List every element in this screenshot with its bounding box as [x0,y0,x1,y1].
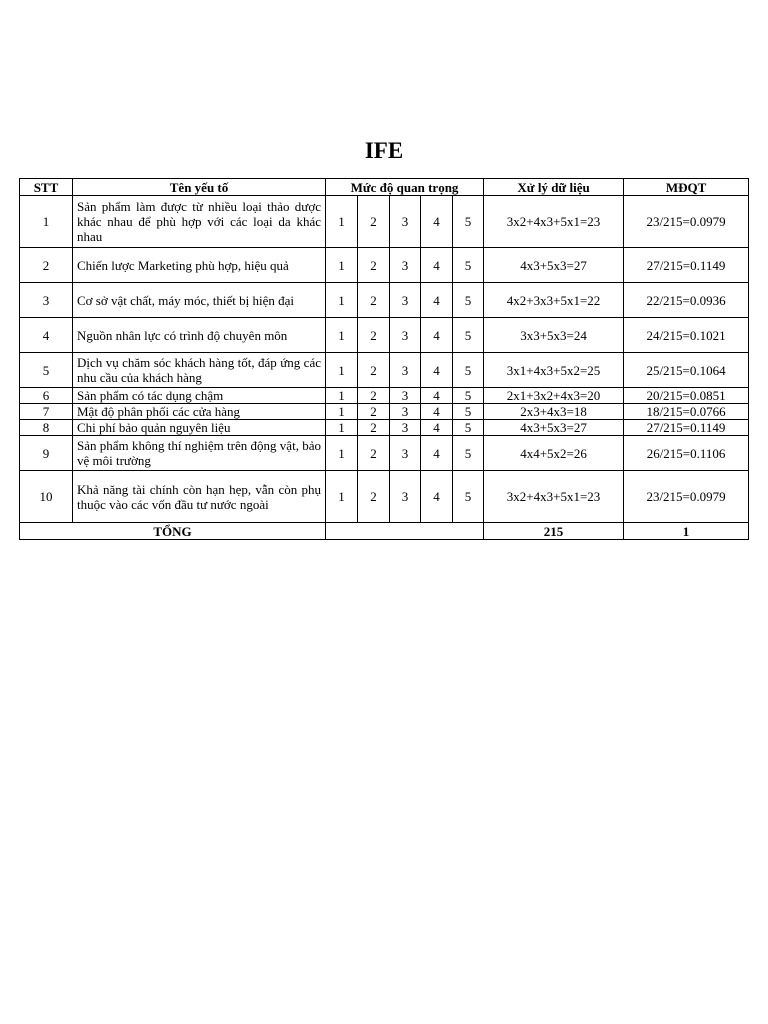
row-factor: Chi phí bảo quản nguyên liệu [73,420,326,436]
total-row [20,523,749,540]
row-score-1: 1 [326,436,358,471]
row-stt: 10 [20,471,73,523]
row-factor: Chiến lược Marketing phù hợp, hiệu quả [73,248,326,283]
row-processing: 4x2+3x3+5x1=22 [484,283,624,318]
row-processing: 3x3+5x3=24 [484,318,624,353]
row-score-3: 3 [390,196,421,248]
header-mdqt: MĐQT [624,179,749,196]
table-row [20,283,749,318]
row-stt: 2 [20,248,73,283]
row-score-3: 3 [390,318,421,353]
row-score-3: 3 [390,404,421,420]
ife-table [19,178,749,540]
row-score-4: 4 [421,353,453,388]
row-score-1: 1 [326,420,358,436]
row-score-5: 5 [453,471,484,523]
row-score-5: 5 [453,248,484,283]
table-row [20,388,749,404]
row-processing: 3x1+4x3+5x2=25 [484,353,624,388]
row-score-2: 2 [358,388,390,404]
row-processing: 4x3+5x3=27 [484,420,624,436]
table-row [20,248,749,283]
row-score-5: 5 [453,283,484,318]
header-factor: Tên yếu tố [73,179,326,196]
row-score-2: 2 [358,283,390,318]
row-score-2: 2 [358,353,390,388]
row-score-3: 3 [390,353,421,388]
row-stt: 7 [20,404,73,420]
row-score-2: 2 [358,318,390,353]
row-stt: 3 [20,283,73,318]
row-processing: 2x3+4x3=18 [484,404,624,420]
row-stt: 5 [20,353,73,388]
row-processing: 3x2+4x3+5x1=23 [484,196,624,248]
row-score-4: 4 [421,388,453,404]
row-factor: Sản phẩm không thí nghiệm trên động vật, bảo vệ môi trường [73,436,326,471]
row-factor: Sản phẩm làm được từ nhiều loại thảo dược khác nhau để phù hợp với các loại da khác nhau [73,196,326,248]
row-score-3: 3 [390,471,421,523]
table-row [20,353,749,388]
row-score-4: 4 [421,471,453,523]
row-score-1: 1 [326,353,358,388]
row-score-4: 4 [421,196,453,248]
table-row [20,196,749,248]
row-stt: 6 [20,388,73,404]
row-score-1: 1 [326,318,358,353]
row-processing: 4x4+5x2=26 [484,436,624,471]
row-score-5: 5 [453,388,484,404]
row-score-1: 1 [326,388,358,404]
row-mdqt: 25/215=0.1064 [624,353,749,388]
header-stt: STT [20,179,73,196]
row-score-5: 5 [453,353,484,388]
row-score-5: 5 [453,420,484,436]
table-row [20,404,749,420]
row-score-1: 1 [326,404,358,420]
row-factor: Cơ sở vật chất, máy móc, thiết bị hiện đại [73,283,326,318]
header-processing: Xử lý dữ liệu [484,179,624,196]
row-score-2: 2 [358,248,390,283]
row-processing: 3x2+4x3+5x1=23 [484,471,624,523]
row-stt: 4 [20,318,73,353]
row-score-1: 1 [326,471,358,523]
total-processing: 215 [484,523,624,540]
row-mdqt: 23/215=0.0979 [624,471,749,523]
row-score-3: 3 [390,248,421,283]
row-score-3: 3 [390,436,421,471]
header-importance: Mức độ quan trọng [326,179,484,196]
row-mdqt: 22/215=0.0936 [624,283,749,318]
row-score-4: 4 [421,248,453,283]
row-factor: Dịch vụ chăm sóc khách hàng tốt, đáp ứng các nhu cầu của khách hàng [73,353,326,388]
row-score-3: 3 [390,420,421,436]
row-score-3: 3 [390,388,421,404]
row-score-3: 3 [390,283,421,318]
row-processing: 2x1+3x2+4x3=20 [484,388,624,404]
row-score-5: 5 [453,318,484,353]
row-score-5: 5 [453,196,484,248]
total-mdqt: 1 [624,523,749,540]
row-score-5: 5 [453,404,484,420]
row-factor: Khả năng tài chính còn hạn hẹp, vẫn còn phụ thuộc vào các vốn đầu tư nước ngoài [73,471,326,523]
row-stt: 8 [20,420,73,436]
total-importance-empty [326,523,484,540]
table-header-row [20,179,749,196]
row-mdqt: 26/215=0.1106 [624,436,749,471]
row-score-2: 2 [358,436,390,471]
row-factor: Mật độ phân phối các cửa hàng [73,404,326,420]
row-stt: 9 [20,436,73,471]
row-score-5: 5 [453,436,484,471]
table-row [20,420,749,436]
row-score-4: 4 [421,283,453,318]
row-factor: Sản phẩm có tác dụng chậm [73,388,326,404]
row-score-4: 4 [421,420,453,436]
row-score-1: 1 [326,283,358,318]
row-score-1: 1 [326,196,358,248]
row-mdqt: 18/215=0.0766 [624,404,749,420]
row-score-4: 4 [421,318,453,353]
row-factor: Nguồn nhân lực có trình độ chuyên môn [73,318,326,353]
row-mdqt: 20/215=0.0851 [624,388,749,404]
row-mdqt: 24/215=0.1021 [624,318,749,353]
row-score-4: 4 [421,436,453,471]
row-processing: 4x3+5x3=27 [484,248,624,283]
total-label: TỔNG [20,523,326,540]
row-mdqt: 23/215=0.0979 [624,196,749,248]
table-row [20,436,749,471]
row-score-2: 2 [358,420,390,436]
table-row [20,318,749,353]
table-body [20,196,749,523]
row-score-2: 2 [358,404,390,420]
row-score-2: 2 [358,471,390,523]
row-score-2: 2 [358,196,390,248]
page-title: IFE [364,138,404,163]
row-score-1: 1 [326,248,358,283]
row-score-4: 4 [421,404,453,420]
row-stt: 1 [20,196,73,248]
row-mdqt: 27/215=0.1149 [624,420,749,436]
table-row [20,471,749,523]
row-mdqt: 27/215=0.1149 [624,248,749,283]
